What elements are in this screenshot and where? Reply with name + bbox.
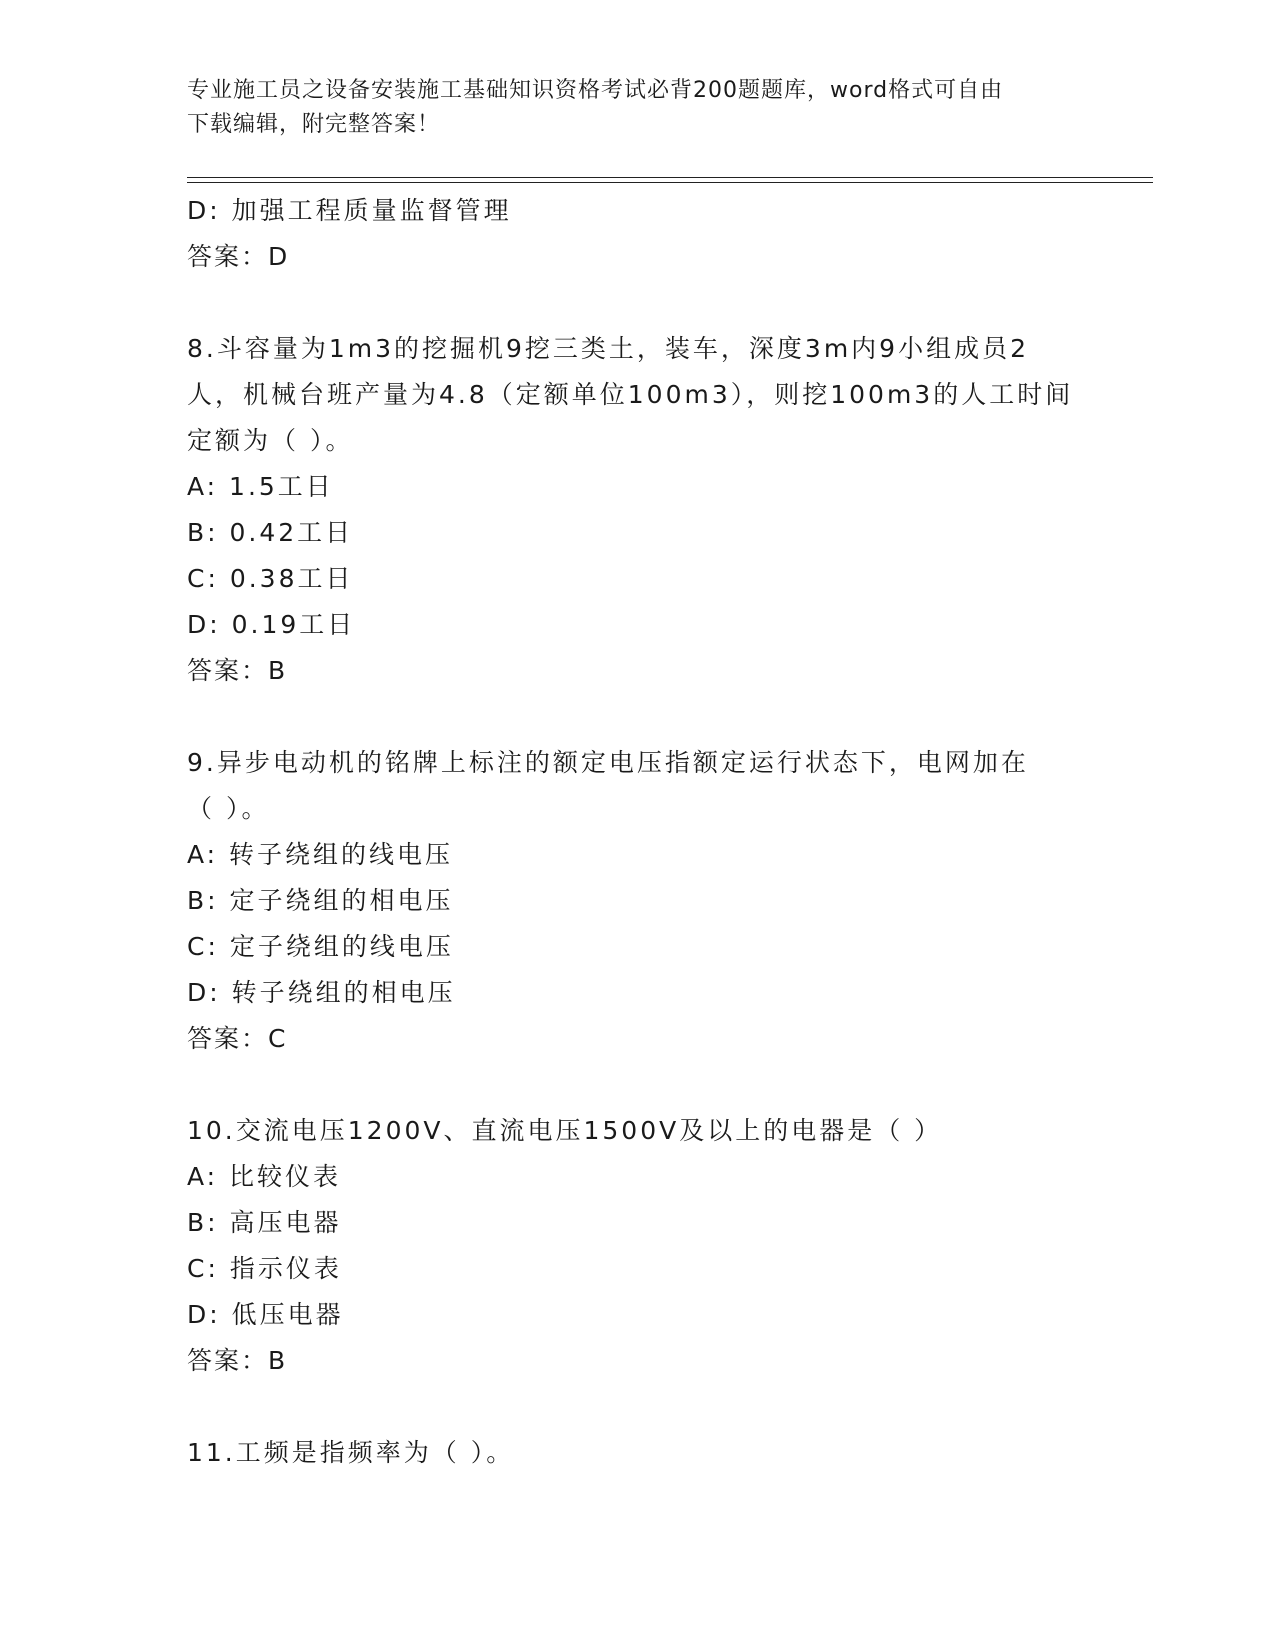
q8-option-c: C: 0.38工日 (187, 564, 354, 593)
q9-stem-line-1: 9.异步电动机的铭牌上标注的额定电压指额定运行状态下，电网加在 (187, 748, 1029, 777)
q10-option-c: C: 指示仪表 (187, 1254, 342, 1283)
q9-option-a: A: 转子绕组的线电压 (187, 840, 454, 869)
q10-answer: 答案：B (187, 1346, 288, 1375)
q11-stem-line-1: 11.工频是指频率为（ ）。 (187, 1438, 515, 1467)
q8-answer: 答案：B (187, 656, 288, 685)
spacer (187, 280, 1087, 326)
question-10 (187, 1108, 1087, 1384)
header-line-2: 下载编辑，附完整答案！ (187, 112, 441, 137)
document-header (187, 74, 1067, 142)
question-8 (187, 326, 1087, 694)
q9-stem-line-2: （ ）。 (187, 794, 270, 823)
question-7-tail (187, 188, 1087, 280)
q7-option-d: D: 加强工程质量监督管理 (187, 196, 512, 225)
q10-stem-line-1: 10.交流电压1200V、直流电压1500V及以上的电器是（ ） (187, 1116, 943, 1145)
q9-answer: 答案：C (187, 1024, 288, 1053)
header-divider-top (187, 177, 1153, 178)
spacer (187, 1384, 1087, 1430)
q8-option-b: B: 0.42工日 (187, 518, 354, 547)
q8-stem-line-1: 8.斗容量为1m3的挖掘机9挖三类土，装车，深度3m内9小组成员2 (187, 334, 1029, 363)
question-9 (187, 740, 1087, 1062)
q8-option-a: A: 1.5工日 (187, 472, 334, 501)
q7-answer: 答案：D (187, 242, 290, 271)
header-divider-bottom (187, 182, 1153, 183)
q9-option-b: B: 定子绕组的相电压 (187, 886, 454, 915)
q10-option-d: D: 低压电器 (187, 1300, 344, 1329)
q9-option-d: D: 转子绕组的相电压 (187, 978, 456, 1007)
spacer (187, 1062, 1087, 1108)
q8-stem-line-3: 定额为（ ）。 (187, 426, 354, 455)
question-list (187, 188, 1087, 1476)
q8-option-d: D: 0.19工日 (187, 610, 356, 639)
header-line-1: 专业施工员之设备安装施工基础知识资格考试必背200题题库，word格式可自由 (187, 78, 1004, 103)
q10-option-b: B: 高压电器 (187, 1208, 342, 1237)
question-11 (187, 1430, 1087, 1476)
q9-option-c: C: 定子绕组的线电压 (187, 932, 454, 961)
q8-stem-line-2: 人，机械台班产量为4.8（定额单位100m3），则挖100m3的人工时间 (187, 380, 1074, 409)
spacer (187, 694, 1087, 740)
q10-option-a: A: 比较仪表 (187, 1162, 342, 1191)
